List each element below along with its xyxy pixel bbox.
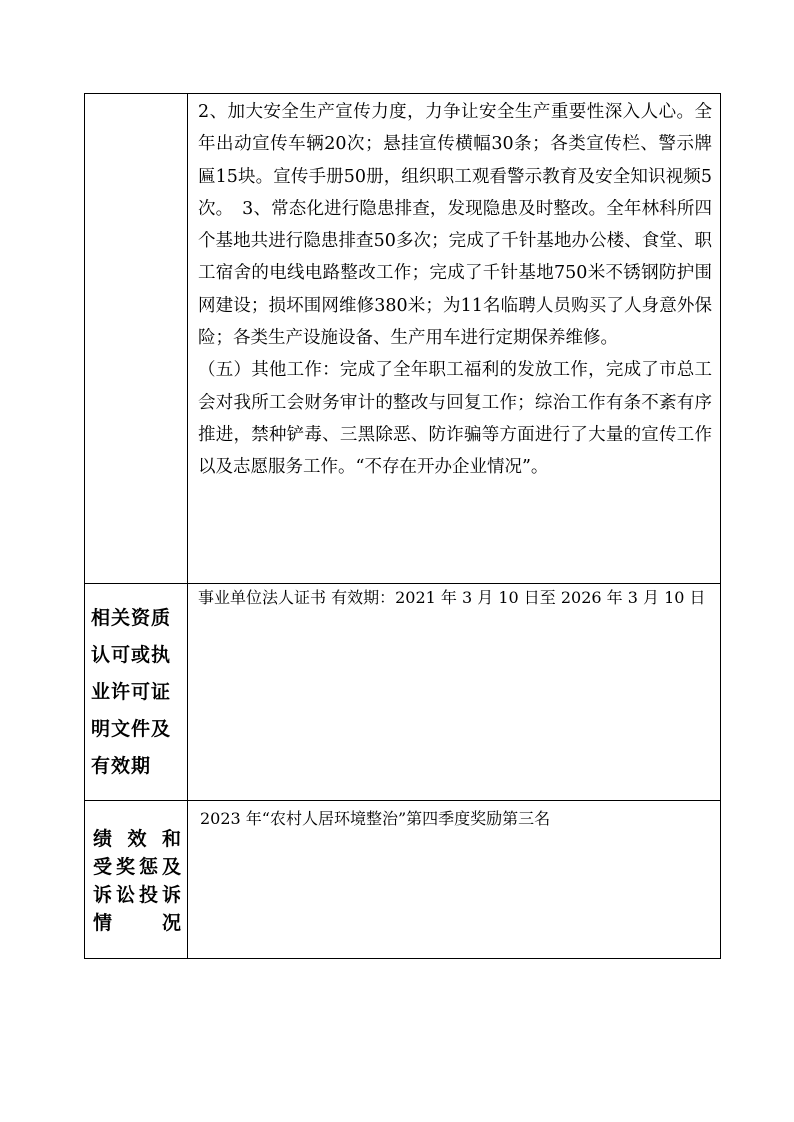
license-label [85,584,187,785]
award-label-char: 讼 [115,884,135,906]
license-label-line: 明文件及 [91,718,172,740]
award-row [85,801,721,959]
award-label-char: 诉 [161,884,181,906]
award-label-char: 绩 [93,828,113,850]
info-table [84,93,721,959]
work-label-cell [85,94,188,584]
award-content-cell [188,801,721,959]
award-label-char: 情 [93,912,113,934]
award-label [85,801,187,937]
license-content-cell [188,584,721,801]
award-label-char: 奖 [115,856,135,878]
license-label-cell [85,584,188,801]
award-label-line [93,909,181,937]
work-content-cell [188,94,721,584]
award-label-char: 况 [161,912,181,934]
award-label-char: 及 [161,856,181,878]
license-content-text: 事业单位法人证书 有效期：2021 年 3 月 10 日至 2026 年 3 月 10 日 [198,588,706,607]
work-paragraph-other: （五）其他工作：完成了全年职工福利的发放工作，完成了市总工会对我所工会财务审计的整改与回复工作；综治工作有条不紊有序推进，禁种铲毒、三黑除恶、防诈骗等方面进行了大量的宣传工作以及志愿服务工作。“不存在开办企业情况”。 [198,360,712,478]
award-label-char: 诉 [93,884,113,906]
award-label-line [93,881,181,909]
award-label-char: 投 [138,884,158,906]
license-label-line: 有效期 [91,755,152,777]
license-label-line: 业许可证 [91,681,172,703]
award-label-char: 惩 [138,856,158,878]
work-content-text [188,94,720,484]
award-label-char: 和 [161,828,181,850]
award-label-line [93,853,181,881]
award-label-char: 效 [127,828,147,850]
license-row [85,584,721,801]
award-label-cell [85,801,188,959]
work-row [85,94,721,584]
license-label-line: 认可或执 [91,644,172,666]
award-label-line [93,825,181,853]
award-content-text: 2023 年“农村人居环境整治”第四季度奖励第三名 [200,809,551,828]
work-paragraph-safety: 2、加大安全生产宣传力度，力争让安全生产重要性深入人心。全年出动宣传车辆20次；悬挂宣传横幅30条；各类宣传栏、警示牌匾15块。宣传手册50册，组织职工观看警示教育及安全知识视频5次。 3、常态化进行隐患排查，发现隐患及时整改。全年林科所四个基地共进行隐患排查50多次；完成了千针基地办公楼、食堂、职工宿舍的电线电路整改工作；完成了千针基地750米不锈钢防护围网建设；损坏围网维修380米；为11名临聘人员购买了人身意外保险；各类生产设施设备、生产用车进行定期保养维修。 [198,102,712,349]
award-label-char: 受 [93,856,113,878]
license-label-line: 相关资质 [91,607,172,629]
